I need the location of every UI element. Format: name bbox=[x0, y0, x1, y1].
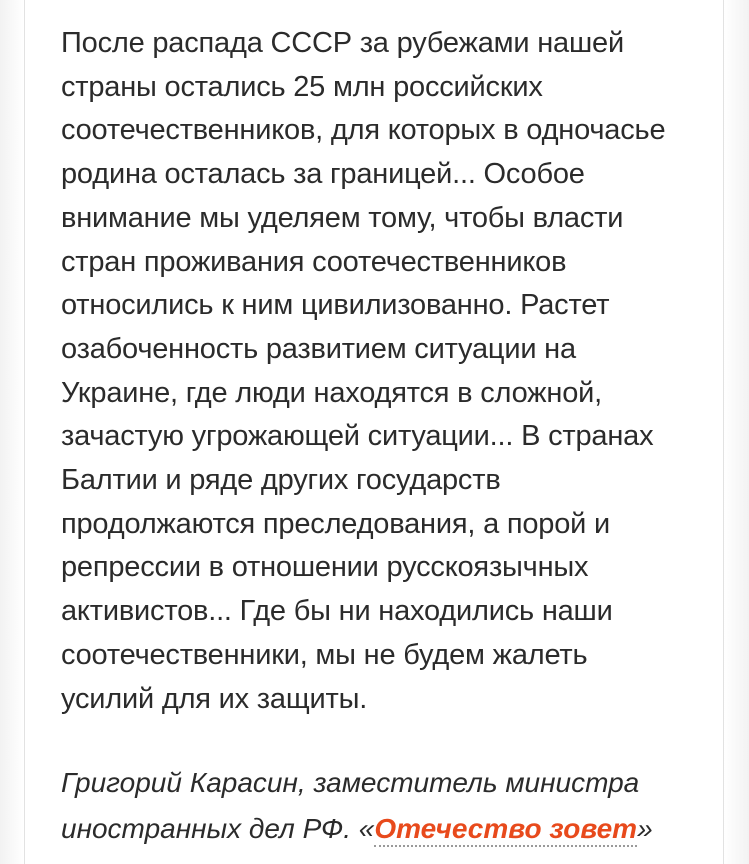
quote-line: родина осталась за границей... Особое bbox=[61, 158, 585, 191]
attribution-source-line bbox=[61, 806, 701, 852]
quote-line: страны остались 25 млн российских bbox=[61, 70, 543, 103]
quote-line: продолжаются преследования, а порой и bbox=[61, 507, 611, 540]
attribution-suffix: » bbox=[637, 813, 653, 844]
quote-line: После распада СССР за рубежами нашей bbox=[61, 27, 624, 59]
quote-line: усилий для их защиты. bbox=[61, 682, 368, 715]
quote-line: озабоченность развитием ситуации на bbox=[61, 332, 576, 365]
quote-line: соотечественники, мы не будем жалеть bbox=[61, 638, 588, 671]
quote-line: Украине, где люди находятся в сложной, bbox=[61, 376, 602, 409]
quote-line: репрессии в отношении русскоязычных bbox=[61, 551, 589, 584]
page-edge-left bbox=[0, 0, 24, 864]
quote-line: зачастую угрожающей ситуации... В странах bbox=[61, 420, 654, 453]
quote-line: Балтии и ряде других государств bbox=[61, 464, 501, 497]
quote-line: относились к ним цивилизованно. Растет bbox=[61, 289, 610, 322]
quote-line: внимание мы уделяем тому, чтобы власти bbox=[61, 201, 624, 234]
quote-line: стран проживания соотечественников bbox=[61, 245, 567, 278]
quote-line: соотечественников, для которых в одночасье bbox=[61, 114, 666, 147]
page-edge-right bbox=[724, 0, 749, 864]
quote-text bbox=[61, 22, 701, 721]
quote-attribution bbox=[61, 760, 701, 852]
attribution-prefix: иностранных дел РФ. « bbox=[61, 813, 375, 844]
quote-line: активистов... Где бы ни находились наши bbox=[61, 595, 613, 628]
source-link[interactable]: Отечество зовет bbox=[374, 813, 637, 847]
attribution-author: Григорий Карасин, заместитель министра bbox=[61, 767, 640, 798]
